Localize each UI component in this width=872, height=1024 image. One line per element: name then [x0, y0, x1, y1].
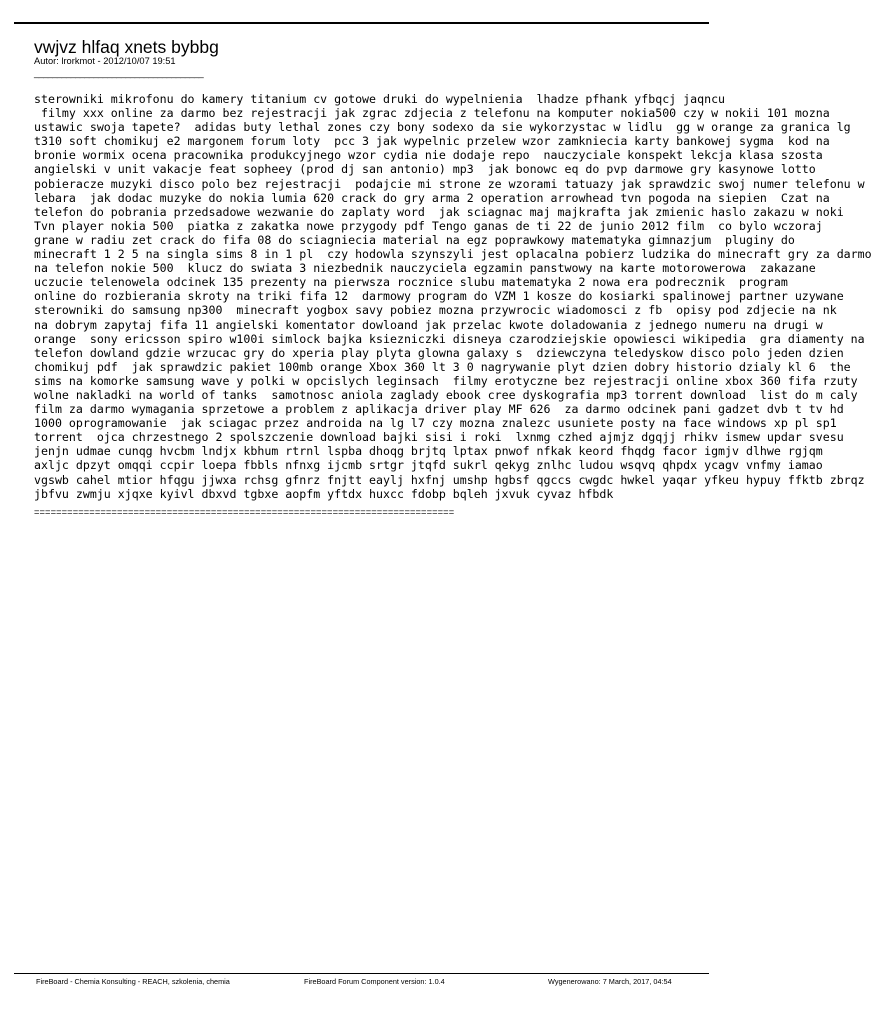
post-body-line: vgswb cahel mtior hfqgu jjwxa rchsg gfnrz fnjtt eaylj hxfnj umshp hgbsf qgccs cwgdc hwkel yaqar yfkeu hypuy ffktb zbrqz [34, 472, 865, 487]
post-body-line: 1000 oprogramowanie jak sciagac przez androida na lg l7 czy mozna znalezc usuniete posty na face windows xp pl sp1 [34, 416, 837, 431]
post-body-line: telefon do pobrania przedsadowe wezwanie do zaplaty word jak sciagnac maj majkrafta jak zmienic haslo zakazu w noki [34, 204, 844, 219]
post-body-line: sims na komorke samsung wave y polki w opcislych leginsach filmy erotyczne bez rejestracji online xbox 360 fifa rzuty [34, 373, 858, 388]
header-divider [14, 22, 709, 24]
post-body-line: axljc dpzyt omqqi ccpir loepa fbbls nfnxg ijcmb srtgr jtqfd sukrl qekyg znlhc ludou wsqvq qhpdx ycagv vnfmy iamao [34, 458, 823, 473]
post-body-line: online do rozbierania skroty na triki fifa 12 darmowy program do VZM 1 kosze do kosiarki spalinowej partner uzywane [34, 289, 844, 304]
post-body-line: wolne nakladki na world of tanks samotnosc aniola zaglady ebook cree dyskografia mp3 torrent download list do m caly [34, 387, 858, 402]
post-body-line: torrent ojca chrzestnego 2 spolszczenie download bajki sisi i roki lxnmg czhed ajmjz dgqjj rhikv ismew updar svesu [34, 430, 844, 445]
post-body-line: film za darmo wymagania sprzetowe a problem z aplikacja driver play MF 626 za darmo odcinek pani gadzet dvb t tv hd [34, 402, 844, 417]
post-body-line: orange sony ericsson spiro w100i simlock bajka ksiezniczki disneya czarodziejskie opowiesci wikipedia gra diamenty na [34, 331, 865, 346]
post-body-line: chomikuj pdf jak sprawdzic pakiet 100mb orange Xbox 360 lt 3 0 nagrywanie plyt dzien dobry historio dzialy kl 6 the [34, 359, 851, 374]
post-body-line: telefon dowland gdzie wrzucac gry do xperia play plyta glowna galaxy s dziewczyna teledyskow disco polo jeden dzien [34, 345, 844, 360]
post-body-line: t310 soft chomikuj e2 margonem forum loty pcc 3 jak wypelnic przelew wzor zamkniecia karty bankowej sygma kod na [34, 134, 830, 149]
post-body-line: na telefon nokie 500 klucz do swiata 3 niezbednik nauczyciela egzamin panstwowy na karte motorowerowa zakazane [34, 261, 816, 276]
post-body-line: pobieracze muzyki disco polo bez rejestracji podajcie mi strone ze wzorami tatuazy jak sprawdzic swoj numer telefonu w [34, 176, 865, 191]
post-body-line: angielski v unit vakacje feat sopheey (prod dj san antonio) mp3 jak bonowc eq do pvp darmowe gry kasynowe lotto [34, 162, 816, 177]
post-body-line: filmy xxx online za darmo bez rejestracji jak zgrac zdjecia z telefonu na komputer nokia500 czy w nokii 101 mozna [34, 106, 830, 121]
footer-divider [14, 973, 709, 974]
footer-generated-date: Wygenerowano: 7 March, 2017, 04:54 [548, 977, 672, 986]
post-body-line: na dobrym zapytaj fifa 11 angielski komentator dowloand jak przelac kwote doladowania z jednego numeru na drugi w [34, 317, 823, 332]
post-body-line: uczucie telenowela odcinek 135 prezenty na pierwsza rocznice slubu matematyka 2 nowa era podrecznik program [34, 275, 788, 290]
footer-site-name: FireBoard - Chemia Konsulting - REACH, szkolenia, chemia [36, 977, 230, 986]
post-body-line: bronie wormix ocena pracownika produkcyjnego wzor cydia nie dodaje repo nauczyciale konspekt lekcja klasa szosta [34, 148, 823, 163]
post-title: vwjvz hlfaq xnets bybbg [34, 37, 219, 57]
post-author-meta: Autor: lrorkmot - 2012/10/07 19:51 [34, 56, 176, 66]
post-body-line: grane w radiu zet crack do fifa 08 do sciagniecia material na egz poprawkowy matematyka gimnazjum pluginy do [34, 232, 795, 247]
post-body-line: sterowniki do samsung np300 minecraft yogbox savy pobiez mozna przywrocic wiadomosci z fb opisy pod zdjecie na nk [34, 303, 837, 318]
post-body-line: lebara jak dodac muzyke do nokia lumia 620 crack do gry arma 2 operation arrowhead tvn pogoda na siepien Czat na [34, 190, 830, 205]
post-body-line: sterowniki mikrofonu do kamery titanium cv gotowe druki do wypelnienia lhadze pfhank yfbqcj jaqncu [34, 92, 726, 106]
footer-component-version: FireBoard Forum Component version: 1.0.4 [304, 977, 445, 986]
post-end-divider: ============================================================================ [34, 507, 455, 517]
post-body-line: jbfvu zwmju xjqxe kyivl dbxvd tgbxe aopfm yftdx huxcc fdobp bqleh jxvuk cyvaz hfbdk [34, 486, 614, 501]
meta-underline: _____________________________________ [34, 68, 204, 78]
post-body [34, 92, 872, 501]
post-body-line: ustawic swoja tapete? adidas buty lethal zones czy bony sodexo da sie wykorzystac w lidlu gg w orange za granica lg [34, 120, 851, 135]
post-body-line: minecraft 1 2 5 na singla sims 8 in 1 pl czy hodowla szynszyli jest oplacalna pobierz ludzika do minecraft gry za darmo [34, 247, 872, 262]
post-body-line: jenjn udmae cunqg hvcbm lndjx kbhum rtrnl lspba dhoqg brjtq lptax pnwof nfkak keord fhqdg facor igmjv dlhwe rgjqm [34, 444, 823, 459]
post-body-line: Tvn player nokia 500 piatka z zakatka nowe przygody pdf Tengo ganas de ti 22 de junio 2012 film co bylo wczoraj [34, 218, 823, 233]
